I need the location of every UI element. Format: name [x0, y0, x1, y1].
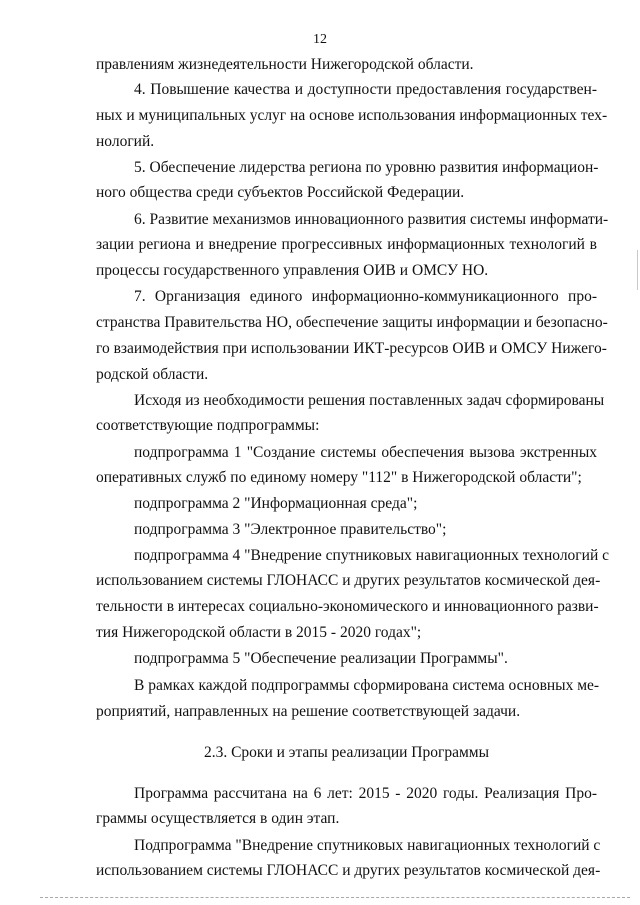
text-line-29: граммы осуществляется в один этап.: [96, 810, 340, 827]
text-line-30: Подпрограмма "Внедрение спутниковых навигационных технологий с: [134, 837, 601, 854]
page-number: 12: [313, 32, 327, 47]
text-line-21: использованием системы ГЛОНАСС и других результатов космической дея-: [96, 572, 601, 589]
text-line-20: подпрограмма 4 "Внедрение спутниковых навигационных технологий с: [134, 547, 610, 564]
text-line-8: зации региона и внедрение прогрессивных информационных технологий в: [96, 236, 597, 253]
text-line-11: странства Правительства НО, обеспечение защиты информации и безопасно-: [96, 314, 608, 331]
text-line-4: нологий.: [96, 133, 155, 150]
text-line-2: 4. Повышение качества и доступности предоставления государствен-: [134, 81, 597, 98]
text-line-31: использованием системы ГЛОНАСС и других результатов космической дея-: [96, 862, 601, 879]
scan-bottom-edge: [40, 897, 630, 899]
text-line-14: Исходя из необходимости решения поставленных задач сформированы: [134, 392, 605, 409]
text-line-13: родской области.: [96, 366, 209, 383]
text-line-15: соответствующие подпрограммы:: [96, 417, 320, 434]
text-line-24: подпрограмма 5 "Обеспечение реализации Программы".: [134, 650, 508, 667]
text-line-26: роприятий, направленных на решение соответствующей задачи.: [96, 703, 521, 720]
text-line-7: 6. Развитие механизмов инновационного развития системы информати-: [134, 211, 609, 228]
text-line-28: Программа рассчитана на 6 лет: 2015 - 2020 годы. Реализация Про-: [134, 785, 597, 802]
text-line-17: оперативных служб по единому номеру "112" в Нижегородской области";: [96, 469, 582, 486]
section-heading: 2.3. Сроки и этапы реализации Программы: [203, 744, 490, 761]
text-line-9: процессы государственного управления ОИВ и ОМСУ НО.: [96, 262, 489, 279]
text-line-6: ного общества среди субъектов Российской Федерации.: [96, 184, 465, 201]
scan-edge-mark: [637, 250, 638, 290]
text-line-25: В рамках каждой подпрограммы сформирована система основных ме-: [134, 677, 600, 694]
text-line-5: 5. Обеспечение лидерства региона по уровню развития информацион-: [134, 159, 599, 176]
text-line-19: подпрограмма 3 "Электронное правительство";: [134, 521, 447, 538]
text-line-1: правлениям жизнедеятельности Нижегородской области.: [96, 56, 474, 73]
text-line-3: ных и муниципальных услуг на основе использования информационных тех-: [96, 107, 608, 124]
text-line-23: тия Нижегородской области в 2015 - 2020 годах";: [96, 624, 422, 641]
text-line-22: тельности в интересах социально-экономического и инновационного разви-: [96, 598, 599, 615]
text-line-18: подпрограмма 2 "Информационная среда";: [134, 495, 418, 512]
text-line-10: 7. Организация единого информационно-коммуникационного про-: [134, 288, 597, 305]
text-line-16: подпрограмма 1 "Создание системы обеспечения вызова экстренных: [134, 444, 597, 461]
text-line-12: го взаимодействия при использовании ИКТ-ресурсов ОИВ и ОМСУ Нижего-: [96, 340, 607, 357]
